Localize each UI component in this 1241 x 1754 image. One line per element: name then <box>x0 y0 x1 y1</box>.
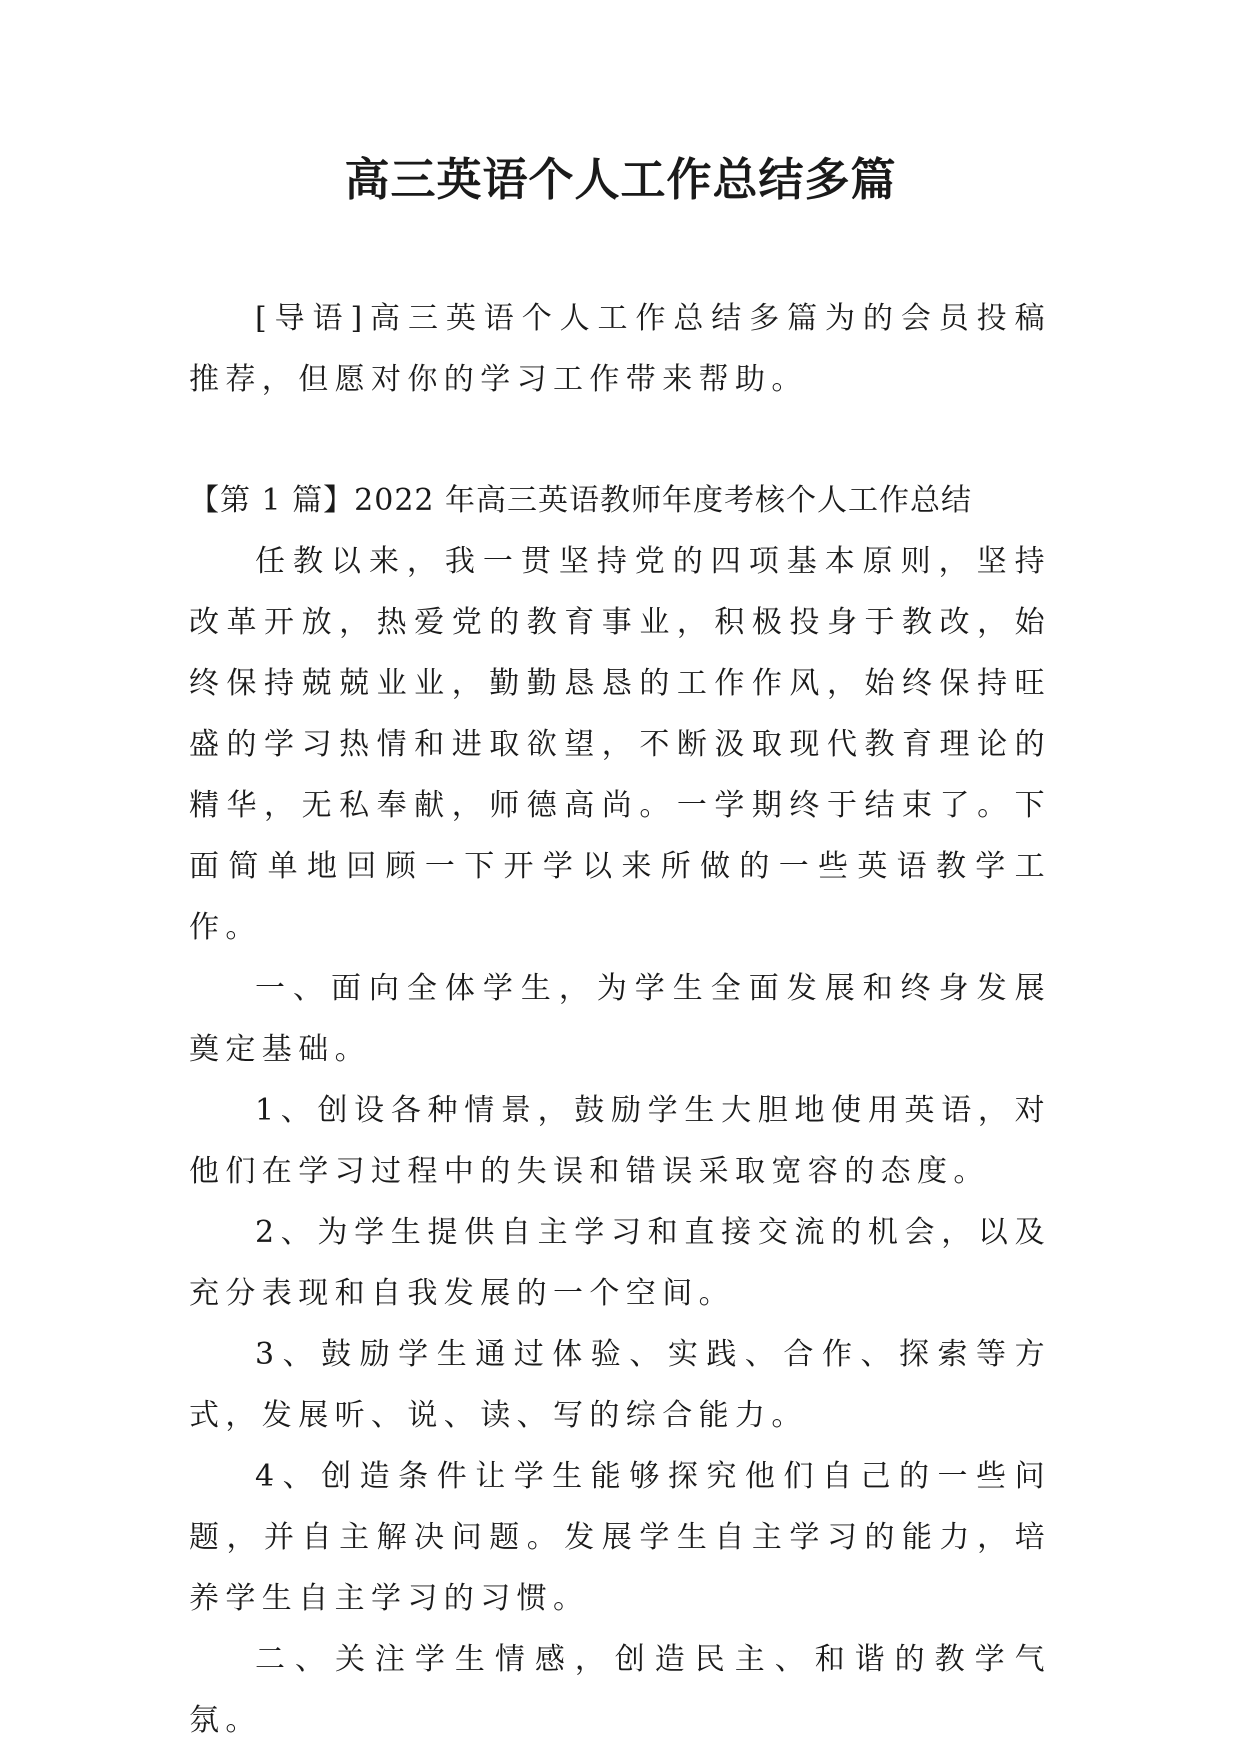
paragraph: 1、创设各种情景，鼓励学生大胆地使用英语，对他们在学习过程中的失误和错误采取宽容的态度。 <box>189 1093 1051 1189</box>
paragraph: 二、关注学生情感，创造民主、和谐的教学气氛。 <box>189 1642 1051 1738</box>
paragraph: 任教以来，我一贯坚持党的四项基本原则，坚持改革开放，热爱党的教育事业，积极投身于教改，始终保持兢兢业业，勤勤恳恳的工作作风，始终保持旺盛的学习热情和进取欲望，不断汲取现代教育理论的精华，无私奉献，师德高尚。一学期终于结束了。下面简单地回顾一下开学以来所做的一些英语教学工作。 <box>189 544 1051 945</box>
intro-paragraph: [导语]高三英语个人工作总结多篇为的会员投稿推荐，但愿对你的学习工作带来帮助。 <box>189 301 1051 397</box>
document-title: 高三英语个人工作总结多篇 <box>344 153 897 206</box>
section-heading: 【第 1 篇】2022 年高三英语教师年度考核个人工作总结 <box>189 483 973 518</box>
document-body <box>189 288 1051 1751</box>
paragraph: 2、为学生提供自主学习和直接交流的机会，以及充分表现和自我发展的一个空间。 <box>189 1215 1051 1311</box>
paragraph: 3、鼓励学生通过体验、实践、合作、探索等方式，发展听、说、读、写的综合能力。 <box>189 1337 1051 1433</box>
paragraph: 一、面向全体学生，为学生全面发展和终身发展奠定基础。 <box>189 971 1051 1067</box>
paragraph: 4、创造条件让学生能够探究他们自己的一些问题，并自主解决问题。发展学生自主学习的能力，培养学生自主学习的习惯。 <box>189 1459 1051 1616</box>
